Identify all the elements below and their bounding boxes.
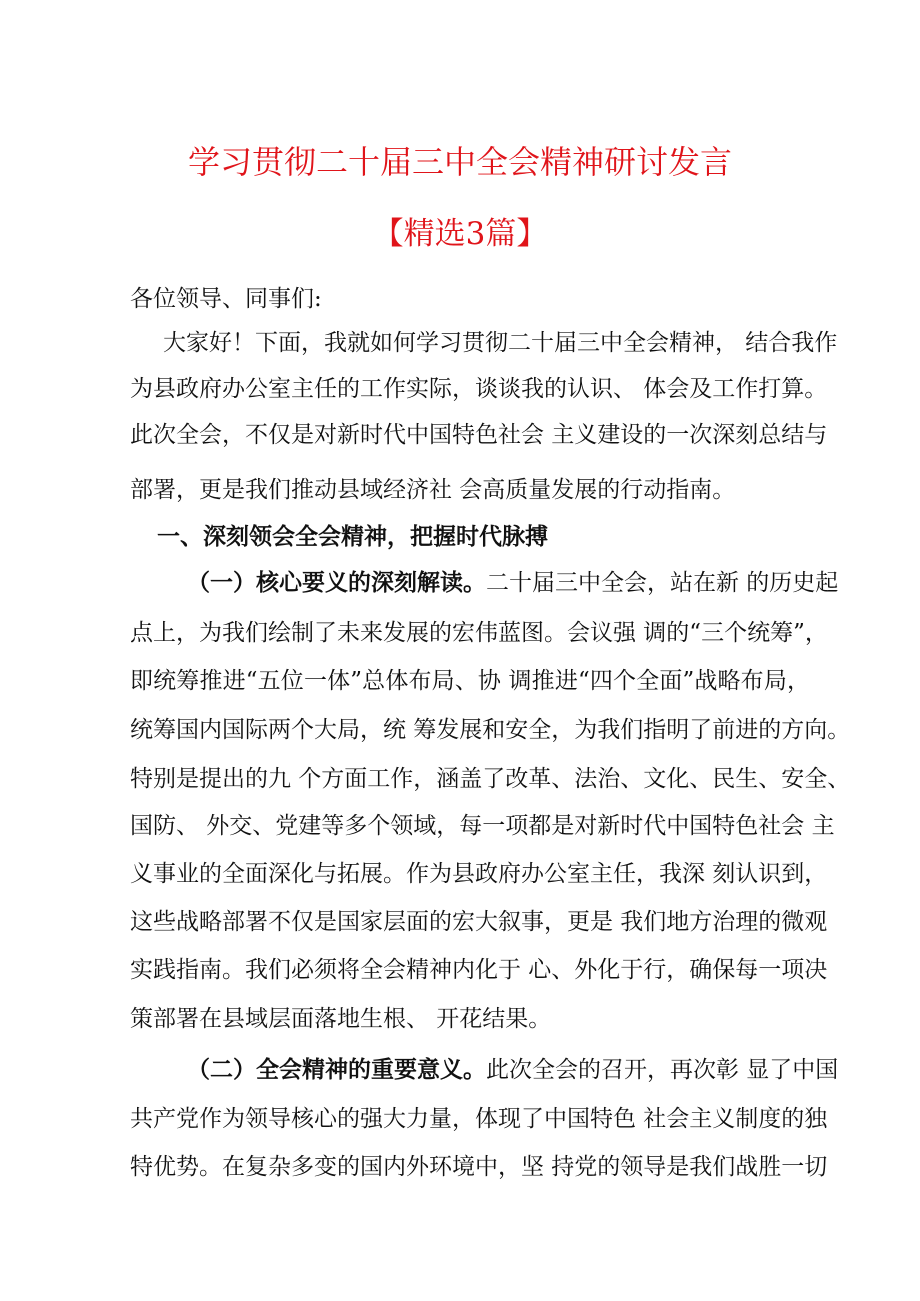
salutation: 各位领导、同事们:: [130, 286, 322, 312]
intro-line: 为县政府办公室主任的工作实际，谈谈我的认识、 体会及工作打算。: [130, 376, 828, 402]
paragraph-line: 这些战略部署不仅是国家层面的宏大叙事，更是 我们地方治理的微观: [130, 909, 828, 935]
document-title: 学习贯彻二十届三中全会精神研讨发言: [187, 143, 732, 181]
paragraph-text: 此次全会的召开，再次彰 显了中国: [486, 1057, 839, 1083]
paragraph-text: 二十届三中全会，站在新 的历史起: [486, 570, 839, 596]
paragraph-line: 义事业的全面深化与拓展。作为县政府办公室主任，我深 刻认识到，: [130, 861, 828, 887]
intro-line: 部署，更是我们推动县域经济社 会高质量发展的行动指南。: [130, 477, 736, 503]
section-heading: 一、深刻领会全会精神，把握时代脉搏: [157, 524, 548, 550]
document-subtitle: 【精选3篇】: [372, 216, 548, 252]
paragraph-line: 即统筹推进“五位一体”总体布局、协 调推进“四个全面”战略布局，: [130, 668, 810, 694]
paragraph-line: 点上，为我们绘制了未来发展的宏伟蓝图。会议强 调的“三个统筹”，: [130, 620, 828, 646]
paragraph-line: 统筹国内国际两个大局，统 筹发展和安全，为我们指明了前进的方向。: [130, 717, 851, 743]
paragraph-label: （二）全会精神的重要意义。: [187, 1057, 486, 1083]
intro-line: 大家好！下面，我就如何学习贯彻二十届三中全会精神， 结合我作: [163, 330, 838, 356]
paragraph-line: [187, 567, 839, 599]
paragraph-line: 特别是提出的九 个方面工作，涵盖了改革、法治、文化、民生、安全、: [130, 766, 851, 792]
paragraph-line: 特优势。在复杂多变的国内外环境中，坚 持党的领导是我们战胜一切: [130, 1154, 828, 1180]
paragraph-label: （一）核心要义的深刻解读。: [187, 570, 486, 596]
paragraph-line: 国防、 外交、党建等多个领域，每一项都是对新时代中国特色社会 主: [130, 813, 835, 839]
paragraph-line: 实践指南。我们必须将全会精神内化于 心、外化于行，确保每一项决: [130, 957, 828, 983]
paragraph-line: 策部署在县域层面落地生根、 开花结果。: [130, 1006, 552, 1032]
intro-line: 此次全会，不仅是对新时代中国特色社会 主义建设的一次深刻总结与: [130, 422, 828, 448]
paragraph-line: 共产党作为领导核心的强大力量，体现了中国特色 社会主义制度的独: [130, 1106, 828, 1132]
paragraph-line: [187, 1054, 839, 1086]
